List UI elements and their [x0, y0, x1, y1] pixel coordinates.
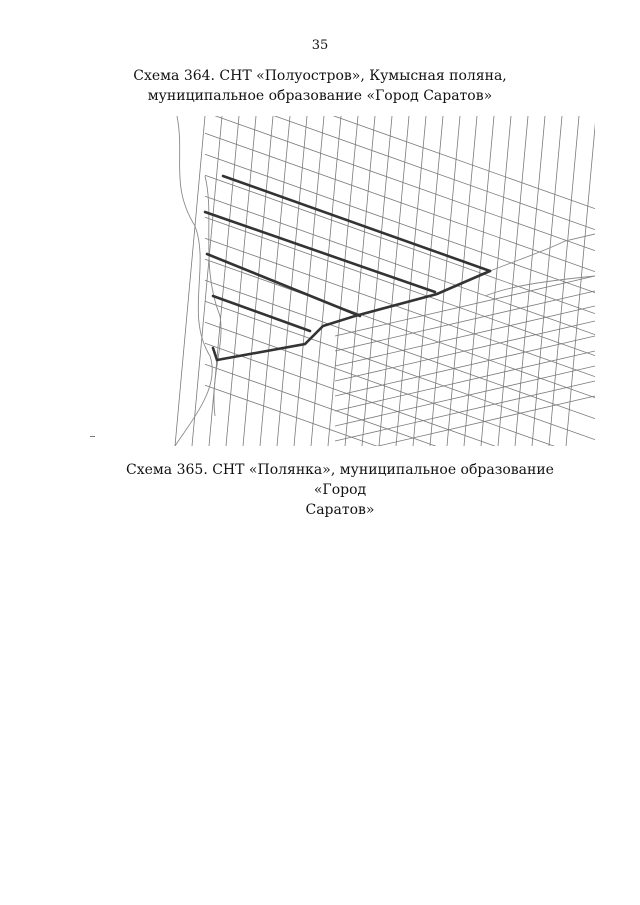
stray-mark [90, 436, 95, 437]
parcel-line [205, 116, 595, 209]
parcel-line [205, 322, 595, 446]
parcel-line [335, 276, 595, 336]
page-number: 35 [311, 38, 329, 53]
cadastral-map [165, 116, 595, 446]
scheme-364-caption [0, 66, 640, 106]
parcel-line [205, 175, 595, 313]
parcel-line [311, 116, 341, 446]
parcel-line [205, 133, 595, 271]
scheme-364-caption-line-1: Схема 364. СНТ «Полуостров», Кумысная поляна, [133, 68, 507, 84]
parcel-line [335, 366, 595, 426]
parcel-line [226, 116, 256, 446]
scheme-364-caption-line-2: муниципальное образование «Город Саратов» [147, 88, 493, 104]
parcel-line [205, 238, 595, 376]
parcel-grid [175, 116, 595, 446]
parcel-line [430, 116, 460, 446]
parcel-line [328, 116, 358, 446]
parcel-line [413, 116, 443, 446]
scheme-365-caption-line-2: Саратов» [305, 502, 375, 518]
parcel-line [532, 116, 562, 446]
parcel-line [192, 116, 222, 446]
river-inlet-lower [485, 276, 595, 296]
boundary-left-end [213, 348, 217, 360]
parcel-line [243, 116, 273, 446]
parcel-line [209, 116, 239, 446]
boundary-line-4 [213, 296, 310, 331]
parcel-line [345, 116, 375, 446]
scheme-365-caption [100, 460, 580, 520]
parcel-line [294, 116, 324, 446]
parcel-line [481, 116, 511, 446]
parcel-line [205, 116, 595, 251]
parcel-line [515, 116, 545, 446]
scheme-365-caption-line-1: Схема 365. СНТ «Полянка», муниципальное образование «Город [126, 462, 554, 498]
parcel-line [277, 116, 307, 446]
parcel-line [335, 351, 595, 411]
parcel-line [362, 116, 392, 446]
parcel-line [205, 301, 595, 439]
